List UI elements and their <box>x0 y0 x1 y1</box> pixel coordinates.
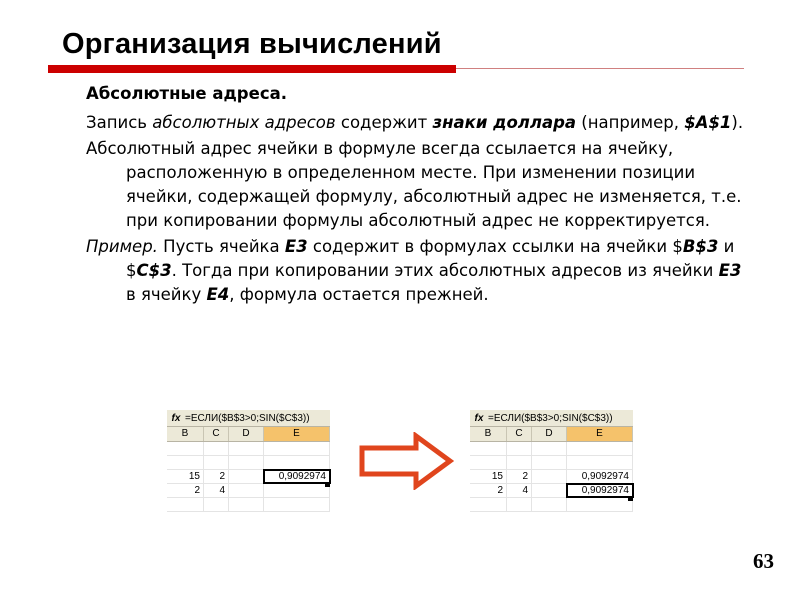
cell-b4: 2 <box>470 484 507 497</box>
title-accent-bar <box>48 65 456 73</box>
column-header-e: E <box>567 427 633 441</box>
title-rule-line <box>456 68 744 69</box>
column-header-c: C <box>507 427 532 441</box>
section-heading: Абсолютные адреса. <box>86 84 287 103</box>
p3-text-h: . Тогда при копировании этих абсолютных адресов из ячейки <box>171 261 719 280</box>
cell-c4: 4 <box>507 484 532 497</box>
p1-example-address: $A$1 <box>684 113 732 132</box>
right-arrow-icon <box>358 432 454 490</box>
column-header-d: D <box>532 427 567 441</box>
paragraph-dollar-signs <box>86 111 746 135</box>
formula-text: =ЕСЛИ($B$3>0;SIN($C$3)) <box>185 412 310 424</box>
grid-row <box>470 498 633 512</box>
p3-cell-e3: E3 <box>284 237 308 256</box>
grid-row <box>470 442 633 456</box>
p3-text-d: содержит в формулах ссылки на ячейки $ <box>307 237 683 256</box>
column-headers <box>470 427 633 442</box>
cell-d3 <box>229 470 264 483</box>
cell-e3: 0,9092974 <box>567 470 633 483</box>
formula-text: =ЕСЛИ($B$3>0;SIN($C$3)) <box>488 412 613 424</box>
p1-term-dollar-signs: знаки доллара <box>432 113 577 132</box>
column-header-b: B <box>167 427 204 441</box>
spreadsheet-after <box>470 410 633 508</box>
fx-icon: fx <box>171 412 181 424</box>
slide-title: Организация вычислений <box>62 28 442 60</box>
cell-b3: 15 <box>167 470 204 483</box>
grid-row-4 <box>167 484 330 498</box>
paragraph-definition: Абсолютный адрес ячейки в формуле всегда ссылается на ячейку, расположенную в определенном месте. При изменении позиции ячейки, содержащей формулу, абсолютный адрес не изменяется, т.е. при копировании формулы абсолютный адрес не корректируется. <box>86 139 742 230</box>
p1-text-g: ). <box>731 113 744 132</box>
p1-text-c: содержит <box>335 113 433 132</box>
column-header-e: E <box>264 427 330 441</box>
column-headers <box>167 427 330 442</box>
cell-b3: 15 <box>470 470 507 483</box>
column-header-b: B <box>470 427 507 441</box>
column-header-d: D <box>229 427 264 441</box>
cell-d4 <box>532 484 567 497</box>
fill-handle-icon <box>325 482 330 487</box>
p3-cell-e4: E4 <box>206 285 230 304</box>
cell-e4 <box>264 484 330 497</box>
p3-text-b: Пусть ячейка <box>157 237 285 256</box>
cell-d4 <box>229 484 264 497</box>
cell-d3 <box>532 470 567 483</box>
grid-row <box>167 498 330 512</box>
slide-body <box>86 82 746 309</box>
paragraph-example <box>86 235 746 307</box>
p3-example-label: Пример. <box>86 237 158 256</box>
page-number: 63 <box>753 549 774 573</box>
grid-row-4 <box>470 484 633 498</box>
p3-cell-e3-second: E3 <box>718 261 742 280</box>
spreadsheet-before <box>167 410 330 508</box>
fill-handle-icon <box>628 496 633 501</box>
p3-text-f: и $ <box>126 237 735 280</box>
formula-bar <box>470 410 633 427</box>
p3-ref-c3: C$3 <box>136 261 172 280</box>
grid-row <box>167 442 330 456</box>
cell-c3: 2 <box>507 470 532 483</box>
cell-e4-selected: 0,9092974 <box>567 484 633 497</box>
formula-bar <box>167 410 330 427</box>
cell-c4: 4 <box>204 484 229 497</box>
grid-row-3 <box>470 470 633 484</box>
column-header-c: C <box>204 427 229 441</box>
p3-text-l: , формула остается прежней. <box>229 285 489 304</box>
grid-row <box>167 456 330 470</box>
p1-text-a: Запись <box>86 113 153 132</box>
p1-text-e: (например, <box>576 113 685 132</box>
cell-e3-selected: 0,9092974 <box>264 470 330 483</box>
grid-row <box>470 456 633 470</box>
grid-row-3 <box>167 470 330 484</box>
fx-icon: fx <box>474 412 484 424</box>
p3-text-j: в ячейку <box>126 285 207 304</box>
p1-term-absolute-addresses: абсолютных адресов <box>152 113 336 132</box>
p3-ref-b3: B$3 <box>682 237 719 256</box>
cell-b4: 2 <box>167 484 204 497</box>
cell-c3: 2 <box>204 470 229 483</box>
